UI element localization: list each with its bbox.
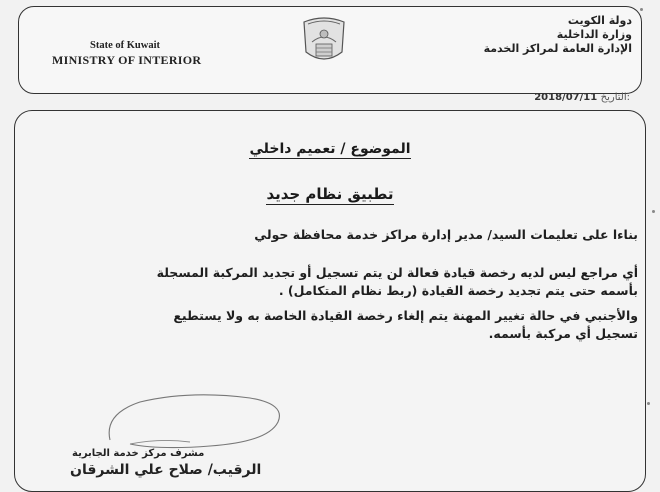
paragraph-line: تسجيل أي مركبة بأسمه. xyxy=(488,325,638,341)
state-name-english: State of Kuwait xyxy=(90,40,160,51)
date-label: التاريخ: xyxy=(600,92,630,103)
paragraph-line: أي مراجع ليس لديه رخصة قيادة فعالة لن يتم تسجيل أو تجديد المركبة المسجلة xyxy=(156,265,638,280)
ministry-name-english: MINISTRY OF INTERIOR xyxy=(52,53,202,67)
kuwait-state-emblem-icon xyxy=(298,12,350,68)
paragraph-line: والأجنبي في حالة تغيير المهنة يتم إلغاء رخصة القيادة الخاصة به ولا يستطيع xyxy=(173,308,638,323)
date-line xyxy=(534,92,630,103)
signatory-name: الرقيب/ صلاح علي الشرقان xyxy=(70,462,262,478)
state-name-arabic: دولة الكويت xyxy=(567,14,632,27)
letterhead-arabic xyxy=(484,14,632,56)
department-name-arabic: الإدارة العامة لمراكز الخدمة xyxy=(483,42,632,55)
intro-paragraph: بناءا على تعليمات السيد/ مدير إدارة مراكز خدمة محافظة حولي xyxy=(254,227,638,242)
document-subject xyxy=(0,141,660,157)
date-value: 2018/07/11 xyxy=(534,92,598,103)
paragraph-line: بأسمه حتى يتم تجديد رخصة القيادة (ربط نظام المتكامل) . xyxy=(278,282,638,298)
scan-speck xyxy=(652,210,655,213)
paragraph-expat-profession xyxy=(18,307,638,342)
title-text: تطبيق نظام جديد xyxy=(266,185,394,203)
subject-text: الموضوع / تعميم داخلي xyxy=(249,141,411,157)
signatory-title: مشرف مركز خدمة الجابرية xyxy=(72,448,205,459)
paragraph-license-requirement xyxy=(18,264,638,299)
letterhead-english xyxy=(52,40,201,68)
document-title xyxy=(0,185,660,203)
handwritten-signature xyxy=(100,392,290,452)
scan-speck xyxy=(647,402,650,405)
ministry-name-arabic: وزارة الداخلية xyxy=(556,28,632,41)
scan-speck xyxy=(640,8,643,11)
